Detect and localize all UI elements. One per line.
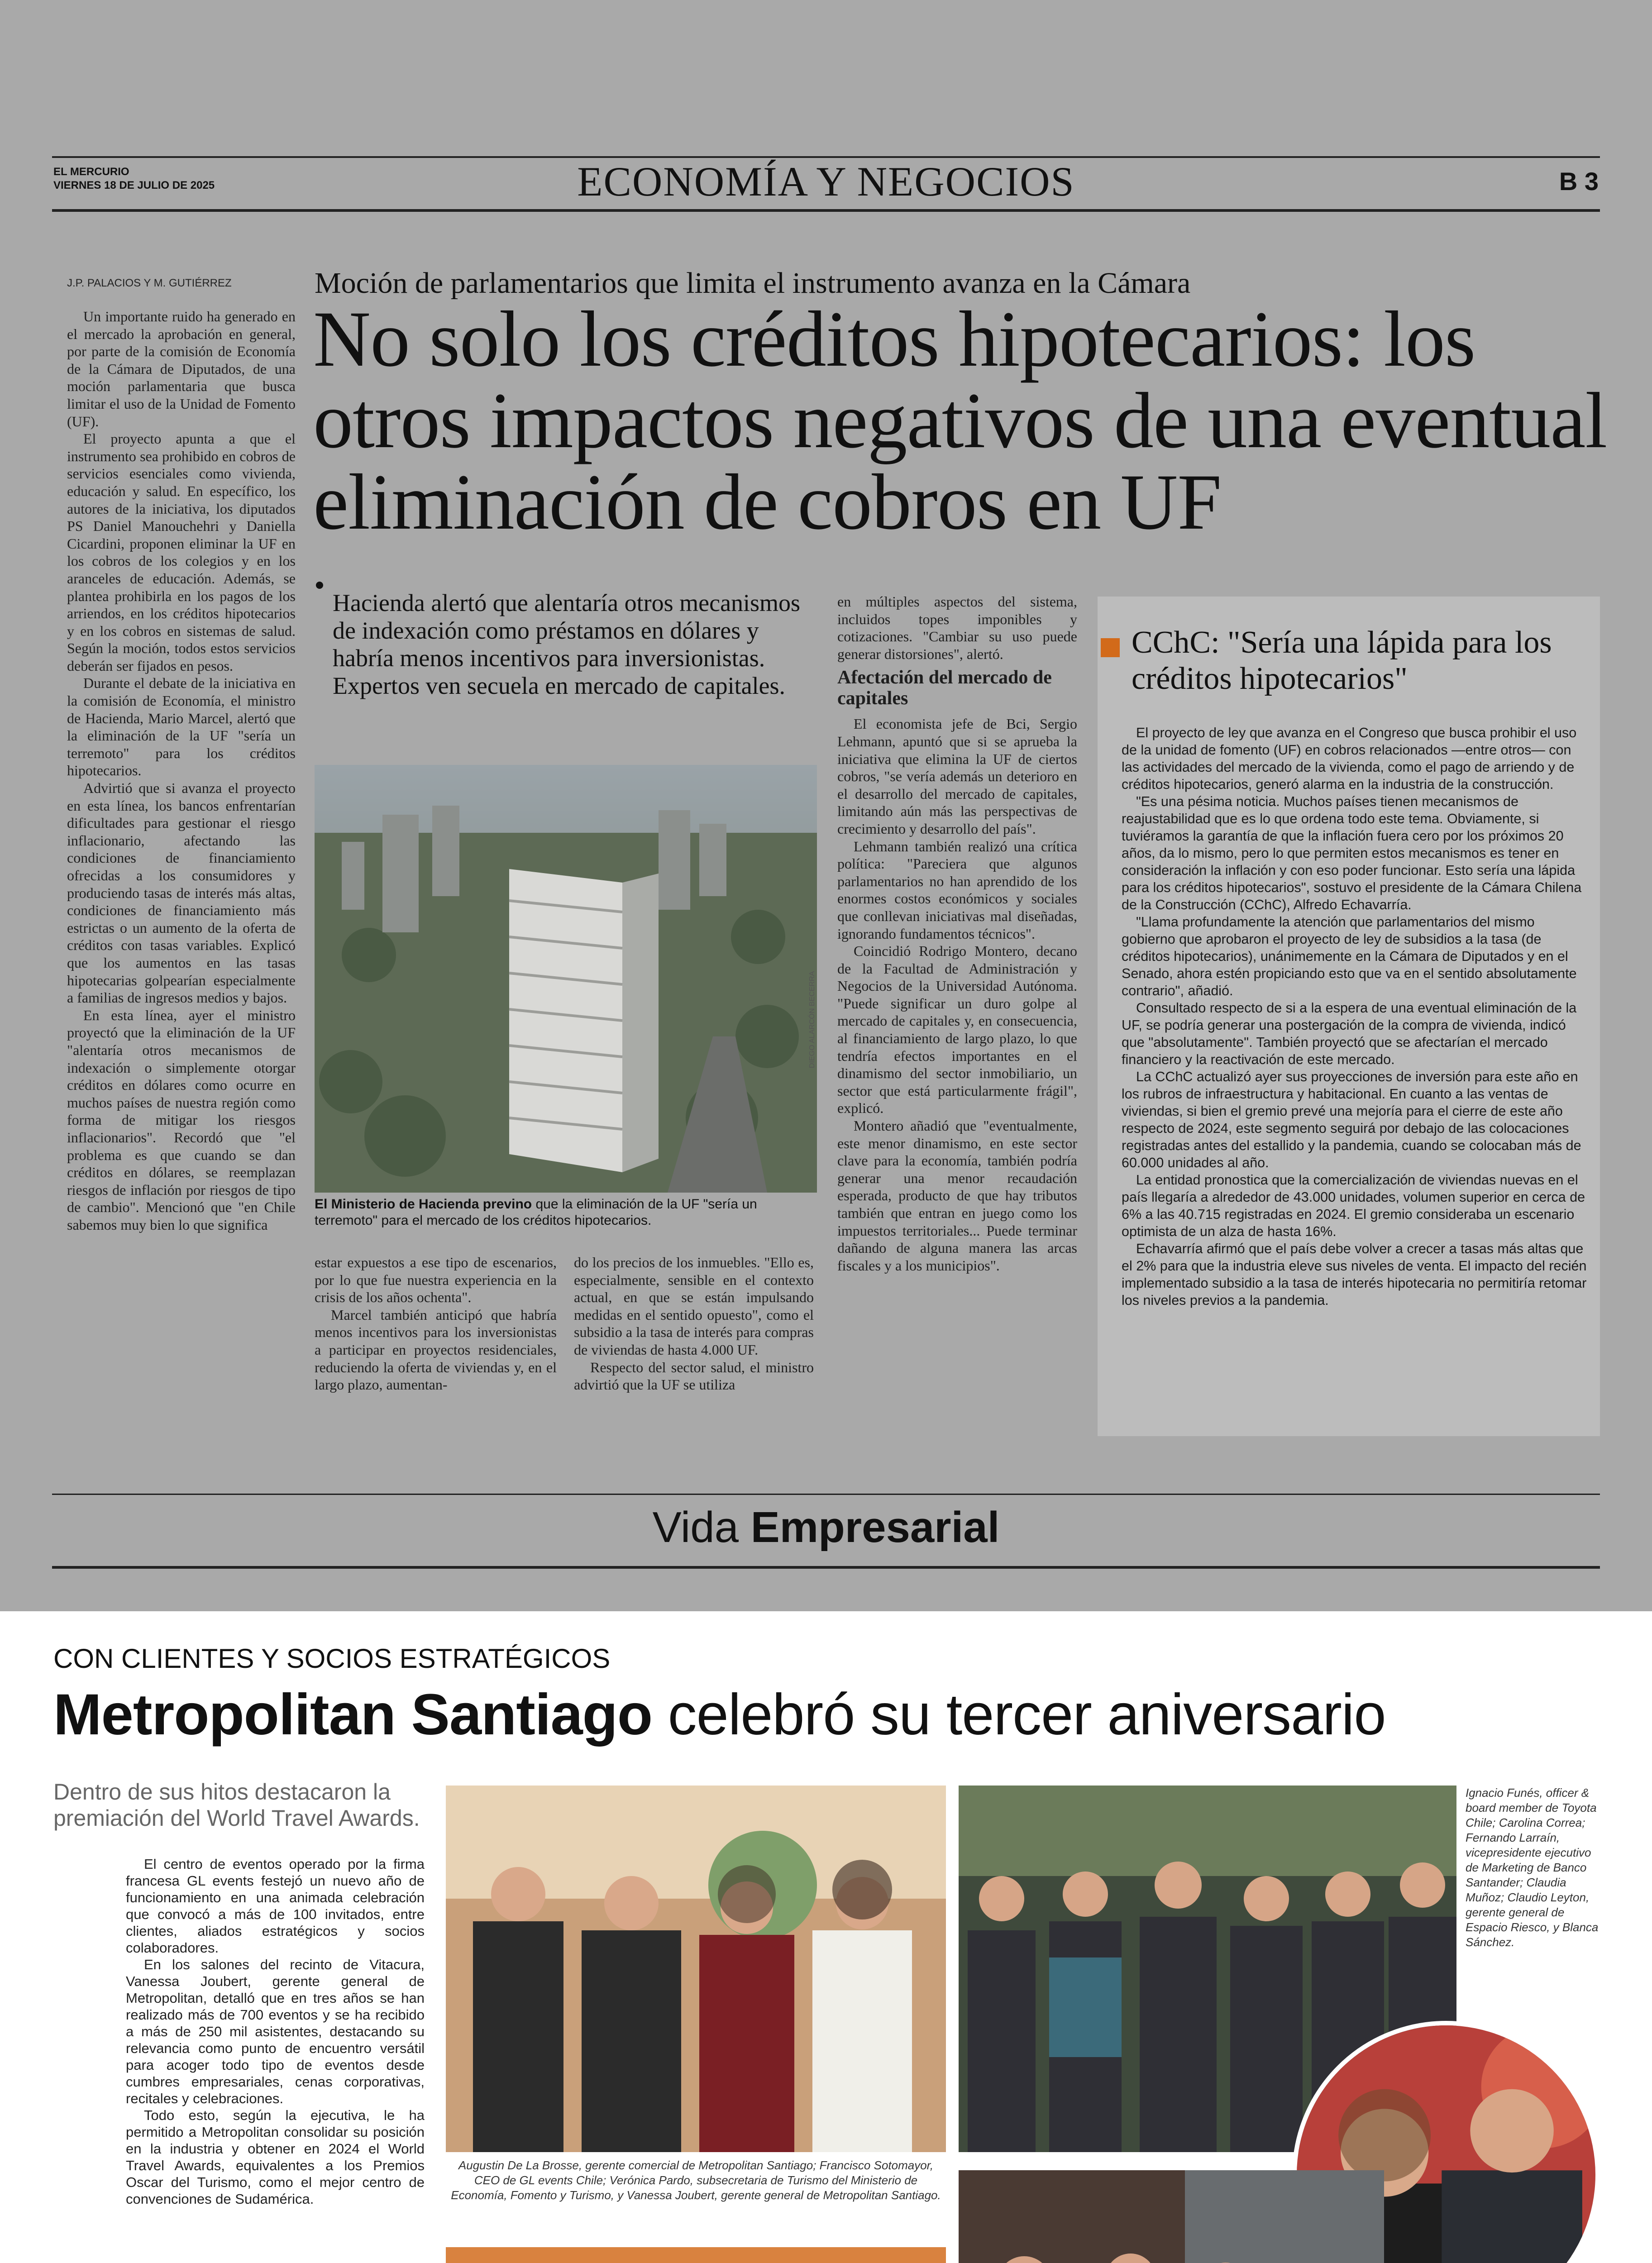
vida-top-rule bbox=[52, 1494, 1600, 1495]
article-column-4 bbox=[837, 593, 1077, 1274]
social-subtitle: Dentro de sus hitos destacaron la premiación del World Travel Awards. bbox=[53, 1779, 420, 1831]
caption-photo-2: Ignacio Funés, officer & board member de Toyota Chile; Carolina Correa; Fernando Larraín, vicepresidente ejecutivo de Marketing de Banco Santander; Claudia Muñoz; Claudio Leyton, gerente general de Espacio Riesco, y Blanca Sánchez. bbox=[1466, 1786, 1599, 1949]
paragraph: Un importante ruido ha generado en el mercado la aprobación en general, por parte de la comisión de Economía de la Cámara de Diputados, de una moción parlamentaria que busca limitar el uso de la Unidad de Fomento (UF). bbox=[67, 308, 296, 430]
paragraph: El proyecto de ley que avanza en el Congreso que busca prohibir el uso de la unidad de fomento (UF) en cobros relacionados —entre otros— con las actividades del mercado de la vivienda, como el pago de arriendo y de créditos hipotecarios, generó alarma en la industria de la construcción. bbox=[1122, 725, 1577, 792]
article-kicker: Moción de parlamentarios que limita el instrumento avanza en la Cámara bbox=[315, 267, 1191, 300]
vida-empresarial-title bbox=[0, 1503, 1652, 1552]
page-number: B 3 bbox=[1559, 167, 1599, 196]
social-title-rest: celebró su tercer aniversario bbox=[652, 1682, 1386, 1747]
paper-name: EL MERCURIO bbox=[53, 166, 129, 178]
sidebar-text bbox=[1122, 724, 1588, 1309]
section-subhead: Afectación del mercado de capitales bbox=[837, 667, 1052, 709]
article-lede: Hacienda alertó que alentaría otros mecanismos de indexación como préstamos en dólares y habría menos incentivos para inversionistas. Expertos ven secuela en mercado de capitales. bbox=[333, 589, 801, 699]
paragraph: estar expuestos a ese tipo de escenarios, por lo que fue nuestra experiencia en la crisis de los años ochenta". bbox=[315, 1254, 557, 1306]
caption-photo-1: Augustin De La Brosse, gerente comercial de Metropolitan Santiago; Francisco Sotomayor, CEO de GL events Chile; Verónica Pardo, subsecretaria de Turismo del Ministerio de Economía, Fomento y Turismo, y Vanessa Joubert, gerente general de Metropolitan Santiago. bbox=[451, 2158, 941, 2202]
social-body bbox=[126, 1856, 425, 2207]
paragraph: Durante el debate de la iniciativa en la comisión de Economía, el ministro de Hacienda, Mario Marcel, alertó que la eliminación de la UF "sería un terremoto" para los créditos hipotecarios. bbox=[67, 675, 296, 779]
group-photo-4 bbox=[959, 2170, 1384, 2263]
social-title bbox=[53, 1681, 1386, 1748]
photo-caption-lead: El Ministerio de Hacienda previno bbox=[315, 1197, 532, 1212]
paragraph: en múltiples aspectos del sistema, incluidos topes imponibles y cotizaciones. "Cambiar su uso puede generar distorsiones", alertó. bbox=[837, 593, 1077, 662]
paragraph: Coincidió Rodrigo Montero, decano de la Facultad de Administración y Negocios de la Universidad Autónoma. "Puede significar un duro golpe al mercado de capitales y, en consecuencia, al financiamiento de largo plazo, lo que tendría efectos importantes en el dinamismo del sector inmobiliario, un sector que está particularmente frágil", explicó. bbox=[837, 943, 1077, 1117]
article-column-3 bbox=[574, 1254, 814, 1394]
paragraph: Lehmann también realizó una crítica política: "Pareciera que algunos parlamentarios no han aprendido de los enormes costos económicos y sociales que conllevan iniciativas mal diseñadas, ignorando fundamentos técnicos". bbox=[837, 838, 1077, 942]
paragraph: Echavarría afirmó que el país debe volver a crecer a tasas más altas que el 2% para que la industria eleve sus niveles de venta. El impacto del recién implementado subsidio a la tasa de interés hipotecaria no permitiría retomar los niveles previos a la pandemia. bbox=[1122, 1241, 1587, 1308]
article-headline: No solo los créditos hipotecarios: los otros impactos negativos de una eventual eliminación de cobros en UF bbox=[313, 295, 1607, 546]
vida-light: Vida bbox=[652, 1503, 751, 1552]
paragraph: Advirtió que si avanza el proyecto en esta línea, los bancos enfrentarían dificultades para gestionar el riesgo inflacionario, afectando las condiciones de financiamiento ofrecidas a los consumidores y produciendo tasas de interés más altas, condiciones de financiamiento más estrictas o un aumento de la oferta de créditos con tasas variables. Explicó que los aumentos en las tasas hipotecarias golpearían especialmente a familias de ingresos medios y bajos. bbox=[67, 780, 296, 1006]
issue-date: VIERNES 18 DE JULIO DE 2025 bbox=[53, 179, 215, 191]
header-bottom-rule bbox=[52, 209, 1600, 212]
photo-credit: DIEGO ALARCÓN BECERRA bbox=[808, 971, 816, 1068]
paragraph: En los salones del recinto de Vitacura, Vanessa Joubert, gerente general de Metropolitan, detalló que en tres años se han realizado más de 700 eventos y se ha recibido a más de 250 mil asistentes, destacando su relevancia como punto de encuentro versátil para acoger todo tipo de eventos desde cumbres empresariales, cenas corporativas, recitales y celebraciones. bbox=[126, 1957, 425, 2106]
sidebar-title: CChC: "Sería una lápida para los créditos hipotecarios" bbox=[1132, 625, 1552, 696]
group-photo-4-image bbox=[959, 2170, 1384, 2263]
photo-caption-text: que la eliminación de la UF "sería un terremoto" para el mercado de los créditos hipotecarios. bbox=[315, 1197, 757, 1228]
paragraph: Consultado respecto de si a la espera de una eventual eliminación de la UF, se podría generar una postergación de la compra de vivienda, indicó que "absolutamente". También proyectó que se afectarían el mercado financiero y la reactivación de este mercado. bbox=[1122, 1000, 1577, 1067]
social-section-label: CON CLIENTES Y SOCIOS ESTRATÉGICOS bbox=[53, 1643, 611, 1674]
paragraph: "Es una pésima noticia. Muchos países tienen mecanismos de reajustabilidad que es lo que ordena todo este tema. Obviamente, si tuviéramos la garantía de que la inflación fuera cero por los próximos 20 años, da lo mismo, pero lo que permiten estos mecanismos es tener en consideración la inflación y con eso poder funcionar. Esto sería una lápida para los créditos hipotecarios", sostuvo el presidente de la Cámara Chilena de la Construcción (CChC), Alfredo Echavarría. bbox=[1122, 794, 1582, 912]
paragraph: do los precios de los inmuebles. "Ello es, especialmente, sensible en el contexto actual, en que se están impulsando medidas en el sentido opuesto", como el subsidio a la tasa de interés para compras de viviendas de hasta 4.000 UF. bbox=[574, 1254, 814, 1358]
section-title: ECONOMÍA Y NEGOCIOS bbox=[577, 158, 1075, 205]
vida-bold: Empresarial bbox=[750, 1503, 1000, 1552]
paragraph: Todo esto, según la ejecutiva, le ha permitido a Metropolitan consolidar su posición en la industria y obtener en 2024 el World Travel Awards, equivalentes a los Premios Oscar del Turismo, como el mejor centro de convenciones de Sudamérica. bbox=[126, 2107, 425, 2207]
paragraph: Marcel también anticipó que habría menos incentivos para los inversionistas a participar en proyectos residenciales, reduciendo la oferta de viviendas y, en el largo plazo, aumentan- bbox=[315, 1306, 557, 1393]
paragraph: Respecto del sector salud, el ministro advirtió que la UF se utiliza bbox=[574, 1359, 814, 1393]
lede-bullet bbox=[316, 582, 323, 589]
social-title-bold: Metropolitan Santiago bbox=[53, 1682, 652, 1747]
photo-caption bbox=[315, 1196, 817, 1229]
paragraph: Montero añadió que "eventualmente, este menor dinamismo, en este sector clave para la economía, también podría generar una menor recaudación esperada, producto de que hay tributos también que entran en juego como los impuestos territoriales... Puede terminar dañando de alguna manera las arcas fiscales y a los municipios". bbox=[837, 1117, 1077, 1274]
paragraph: El proyecto apunta a que el instrumento sea prohibido en cobros de servicios esenciales como vivienda, educación y salud. En específico, los autores de la iniciativa, los diputados PS Daniel Manouchehri y Daniella Cicardini, proponen eliminar la UF en los cobros de los colegios y en los aranceles de educación. Además, se plantea prohibirla en los pagos de los arriendos, en los créditos hipotecarios y en los cobros en sistemas de salud. Según la moción, todos estos servicios deberán ser fijados en pesos. bbox=[67, 430, 296, 674]
sidebar-square-icon bbox=[1101, 638, 1120, 657]
building-aerial-image bbox=[315, 765, 817, 1193]
group-photo-1-image bbox=[446, 1786, 946, 2152]
article-column-2 bbox=[315, 1254, 557, 1394]
vida-bottom-rule bbox=[52, 1566, 1600, 1569]
paragraph: El economista jefe de Bci, Sergio Lehmann, apuntó que si se aprueba la iniciativa que elimina la UF de ciertos cobros, "se vería además un deterioro en el desarrollo del mercado de capitales, limitando aún más las perspectivas de crecimiento y desarrollo del país". bbox=[837, 716, 1077, 837]
paragraph: El centro de eventos operado por la firma francesa GL events festejó un nuevo año de funcionamiento en una animada celebración que convocó a más de 100 invitados, entre clientes, aliados estratégicos y socios colaboradores. bbox=[126, 1856, 425, 1956]
paragraph: La CChC actualizó ayer sus proyecciones de inversión para este año en los rubros de infraestructura y habitacional. En cuanto a las ventas de viviendas, si bien el gremio prevé una mejoría para el cierre de este año respecto de 2024, este segmento seguirá por debajo de las colocaciones registradas antes del estallido y la pandemia, cuando se colocaban más de 60.000 unidades al año. bbox=[1122, 1069, 1581, 1170]
paragraph: En esta línea, ayer el ministro proyectó que la eliminación de la UF "alentaría otros mecanismos de indexación o simplemente otorgar créditos en dólares como ocurre en muchos países de nuestra región como forma de mitigar los riesgos inflacionarios". Recordó que "el problema es que cuando se dan créditos en dólares, se reemplazan riesgos de inflación por riesgos de tipo de cambio". Mencionó que "en Chile sabemos muy bien lo que significa bbox=[67, 1007, 296, 1233]
group-photo-6 bbox=[446, 2247, 946, 2263]
group-photo-6-image bbox=[446, 2247, 946, 2263]
article-column-1 bbox=[67, 308, 296, 1233]
paragraph: "Llama profundamente la atención que parlamentarios del mismo gobierno que aprobaron el proyecto de ley de subsidios a la tasa (de créditos hipotecarios), unánimemente en la Cámara de Diputados y en el Senado, ahora estén propiciando esto que va en el sentido absolutamente contrario", añadió. bbox=[1122, 914, 1577, 998]
building-aerial-photo bbox=[315, 765, 817, 1193]
byline: J.P. PALACIOS Y M. GUTIÉRREZ bbox=[67, 277, 232, 289]
paragraph: La entidad pronostica que la comercialización de viviendas nuevas en el país llegaría a alrededor de 43.000 unidades, volumen superior en cerca de 6% a las 40.715 registradas en 2024. El gremio consideraba un escenario optimista de un alza de hasta 16%. bbox=[1122, 1172, 1585, 1239]
group-photo-1 bbox=[446, 1786, 946, 2152]
